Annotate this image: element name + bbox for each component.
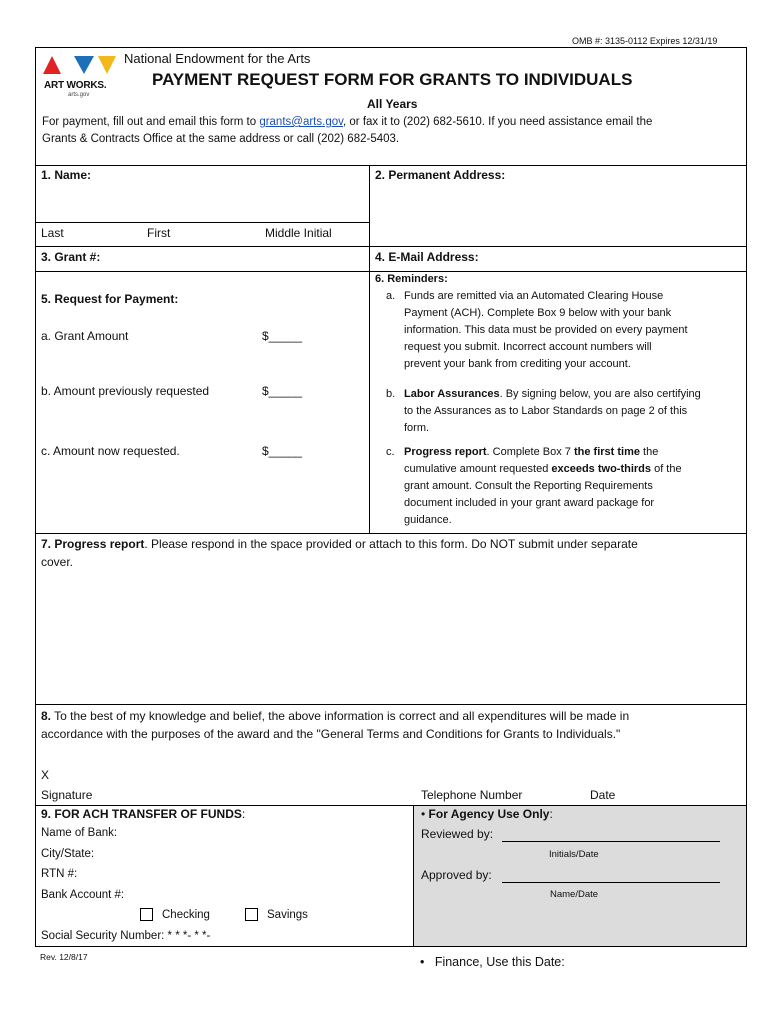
ach-label	[41, 807, 245, 821]
logo-subtext: arts.gov	[68, 92, 90, 98]
now-requested-label: c. Amount now requested.	[41, 444, 180, 458]
email-link[interactable]: grants@arts.gov	[259, 116, 344, 128]
logo-triangles-icon	[40, 52, 120, 78]
agency-use-heading	[421, 807, 553, 821]
rtn-label: RTN #:	[41, 868, 78, 880]
reviewed-by-label: Reviewed by:	[421, 827, 494, 841]
grant-number-label: 3. Grant #:	[41, 250, 101, 264]
certification-line: To the best of my knowledge and belief, the above information is correct and all expenditures will be made in	[51, 709, 630, 723]
savings-checkbox[interactable]	[245, 908, 258, 921]
labor-assurances-bold: Labor Assurances	[404, 388, 500, 400]
reminder-letter: b.	[386, 388, 396, 400]
approved-by-field[interactable]	[502, 869, 720, 883]
logo-text: ART WORKS.	[44, 80, 107, 91]
previously-requested-label: b. Amount previously requested	[41, 384, 210, 398]
finance-date	[420, 955, 565, 969]
divider	[35, 222, 369, 223]
request-payment-label: 5. Request for Payment:	[41, 292, 179, 306]
certification-text-line2: accordance with the purposes of the award and the "General Terms and Conditions for Grants to Individuals."	[41, 727, 621, 741]
reminder-line	[404, 444, 682, 461]
reminder-line	[404, 461, 682, 478]
bank-account-label: Bank Account #:	[41, 889, 125, 901]
checking-checkbox[interactable]	[140, 908, 153, 921]
signature-field[interactable]	[55, 766, 405, 786]
reminder-line: to the Assurances as to Labor Standards on page 2 of this	[404, 405, 688, 417]
initials-date-caption: Initials/Date	[549, 849, 599, 860]
intro-text-part: For payment, fill out and email this form to	[42, 116, 260, 128]
email-address-field[interactable]	[492, 249, 744, 269]
now-requested-field[interactable]: $_____	[262, 444, 303, 458]
name-date-caption: Name/Date	[550, 889, 599, 900]
reminder-line: guidance.	[404, 514, 452, 526]
reminder-line: Payment (ACH). Complete Box 9 below with your bank	[404, 307, 672, 319]
reminder-text	[404, 288, 688, 373]
last-label: Last	[41, 226, 64, 240]
reminder-line: prevent your bank from crediting your account.	[404, 358, 631, 370]
form-title: PAYMENT REQUEST FORM FOR GRANTS TO INDIVIDUALS	[152, 70, 633, 89]
ach-label-bold: 9. FOR ACH TRANSFER OF FUNDS	[41, 807, 242, 821]
telephone-label: Telephone Number	[421, 788, 523, 802]
divider	[369, 165, 370, 533]
previously-requested-field[interactable]: $_____	[262, 384, 303, 398]
reminder-text	[404, 444, 682, 529]
bank-name-label: Name of Bank:	[41, 827, 118, 839]
reminders-label: 6. Reminders:	[375, 273, 448, 285]
reminder-text	[404, 386, 701, 437]
ssn-label: Social Security Number: * * *- * *-	[41, 930, 211, 942]
reminder-line: information. This data must be provided on every payment	[404, 324, 688, 336]
grant-amount-field[interactable]: $_____	[262, 329, 303, 343]
grant-number-field[interactable]	[112, 249, 366, 269]
reminder-line-part: . By signing below, you are also certifying	[499, 388, 701, 400]
reviewed-by-field[interactable]	[502, 828, 720, 842]
agency-use-label: For Agency Use Only	[428, 807, 550, 821]
reminder-letter: a.	[386, 290, 396, 302]
savings-label: Savings	[267, 909, 308, 921]
reminder-line: document included in your grant award package for	[404, 497, 655, 509]
divider	[35, 271, 747, 272]
revision-label: Rev. 12/8/17	[40, 952, 88, 962]
intro-text-line2: Grants & Contracts Office at the same address or call (202) 682-5403.	[42, 133, 400, 145]
finance-date-label: Finance, Use this Date:	[434, 955, 565, 969]
progress-report-label	[41, 537, 638, 551]
omb-number: OMB #: 3135-0112 Expires 12/31/19	[572, 36, 718, 46]
reminder-line: grant amount. Consult the Reporting Requirements	[404, 480, 653, 492]
form-subtitle: All Years	[367, 97, 418, 111]
agency-name: National Endowment for the Arts	[124, 51, 311, 66]
email-address-label: 4. E-Mail Address:	[375, 250, 479, 264]
certification-text	[41, 709, 629, 723]
signature-label: Signature	[41, 788, 93, 802]
divider	[35, 704, 747, 705]
date-label: Date	[590, 788, 616, 802]
middle-initial-label: Middle Initial	[265, 226, 332, 240]
art-works-logo	[40, 52, 120, 102]
progress-report-bold: 7. Progress report	[41, 537, 145, 551]
reminder-line: request you submit. Incorrect account numbers will	[404, 341, 652, 353]
ach-label-colon: :	[241, 807, 246, 821]
reminder-line	[404, 386, 701, 403]
reminder-line-part: cumulative amount requested	[404, 463, 552, 475]
reminder-line: Funds are remitted via an Automated Clearing House	[404, 290, 664, 302]
progress-report-bold: Progress report	[404, 446, 487, 458]
grant-amount-label: a. Grant Amount	[41, 329, 129, 343]
two-thirds-bold: exceeds two-thirds	[551, 463, 652, 475]
certification-number: 8.	[41, 709, 52, 723]
intro-text-part: , or fax it to (202) 682-5610. If you need assistance email the	[343, 116, 653, 128]
address-field[interactable]	[372, 186, 744, 244]
address-label: 2. Permanent Address:	[375, 168, 506, 182]
checking-label: Checking	[162, 909, 210, 921]
progress-report-text-line2: cover.	[41, 555, 74, 569]
reminder-letter: c.	[386, 446, 395, 458]
city-state-label: City/State:	[41, 848, 95, 860]
reminder-line-part: the	[639, 446, 659, 458]
signature-x: X	[41, 768, 50, 782]
bullet-icon: •	[421, 807, 426, 821]
progress-report-field[interactable]	[38, 573, 744, 701]
bullet-icon: •	[420, 955, 425, 969]
reminder-line-part: of the	[651, 463, 682, 475]
approved-by-label: Approved by:	[421, 868, 492, 882]
divider	[35, 533, 747, 534]
agency-use-colon: :	[549, 807, 553, 821]
intro-text	[42, 116, 652, 128]
progress-report-text: . Please respond in the space provided or attach to this form. Do NOT submit under separate	[144, 537, 638, 551]
reminder-line-part: . Complete Box 7	[486, 446, 574, 458]
name-field[interactable]	[38, 186, 366, 220]
first-time-bold: the first time	[573, 446, 640, 458]
reminder-line: form.	[404, 422, 430, 434]
first-label: First	[147, 226, 171, 240]
name-label: 1. Name:	[41, 168, 92, 182]
divider	[35, 246, 747, 247]
